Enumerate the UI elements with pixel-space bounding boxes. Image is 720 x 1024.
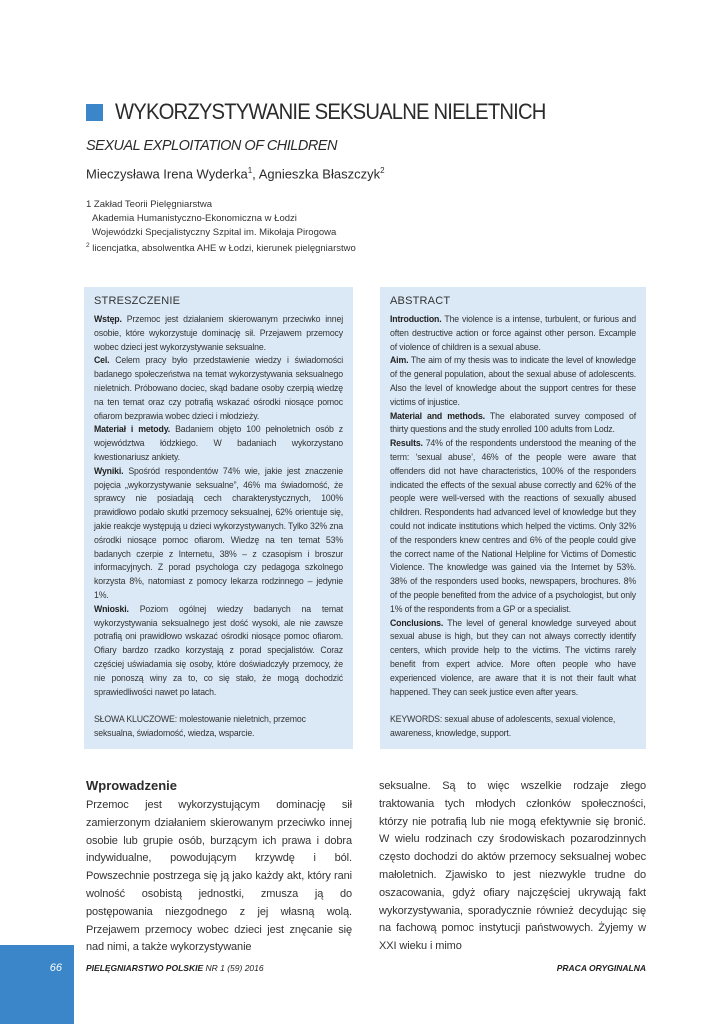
- article-subtitle: SEXUAL EXPLOITATION OF CHILDREN: [86, 138, 337, 154]
- abstract-paragraph: [94, 423, 343, 464]
- section-label: Introduction.: [390, 314, 442, 324]
- keywords: SŁOWA KLUCZOWE: molestowanie nieletnich, przemoc seksualna, świadomość, wiedza, wsparcie.: [94, 714, 306, 739]
- section-text: 74% of the respondents understood the meaning of the term: ‘sexual abuse’, 46% of the people were aware that offenders did not have characteristics, 100% of the responders indicated the effects of the sexual abuse correctly and 62% of the people were well-versed with the reactions of sexually abused children. Respondents had advanced level of knowledge but they could not indicate institutions which helped the victims. Only 32% of the responders knew centres and 6% of the people could give the correct name of the National Helpline for Victims of Domestic Violence. The knowledge was gained via the Internet by 53%. 38% of the responders used books, newspapers, brochures. 8% of the people benefited from the advice of a psychologist, but only 1% of the respondents from a GP or a specialist.: [390, 438, 636, 614]
- article-type: PRACA ORYGINALNA: [556, 963, 646, 973]
- abstract-paragraph: [94, 313, 343, 354]
- section-label: Wstęp.: [94, 314, 122, 324]
- abstract-paragraph: [390, 617, 636, 700]
- body-text-right: seksualne. Są to więc wszelkie rodzaje złego traktowania tych młodych członków społeczności, którzy nie potrafią lub nie mogą efektywnie się bronić. W wielu rodzinach czy środowiskach pozarodzinnych często dochodzi do aktów przemocy seksualnej wobec małoletnich. Zjawisko to jest niezwykle trudne do oszacowania, gdyż ofiary najczęściej ukrywają fakt wykorzystywania, sporadycznie również decydując się na fachową pomoc instytucji państwowych. Żyjemy w XXI wieku i mimo: [379, 780, 646, 953]
- abstract-english: [380, 287, 646, 749]
- abstract-heading: ABSTRACT: [390, 295, 451, 307]
- section-text: The aim of my thesis was to indicate the level of knowledge of the general population, about the sexual abuse of adolescents. Also the level of knowledge about the support centres for these victims of injustice.: [390, 355, 636, 407]
- author-list: [86, 166, 385, 181]
- abstract-body: [94, 313, 343, 699]
- footer-accent-bar: [0, 945, 74, 1024]
- section-label: Materiał i metody.: [94, 424, 171, 435]
- article-title: WYKORZYSTYWANIE SEKSUALNE NIELETNICH: [115, 99, 546, 124]
- body-text-left: Przemoc jest wykorzystującym dominację sił zamierzonym działaniem skierowanym przeciwko innej osobie lub grupie osób, burzącym ich prawa i dobra indywidualne, powodującym krzywdę i ból. Powszechnie postrzega się ją jako każdy akt, który rani wolność osobistą jednostki, zmusza ją do postępowania niezgodnego z jej własną wolą. Przejawem przemocy wobec dzieci jest znęcanie się nad nimi, a także wykorzystywanie: [86, 799, 352, 954]
- section-text: The violence is a intense, turbulent, or furious and often destructive action or force against other person. Excample of violence of children is a sexual abuse.: [390, 314, 636, 352]
- affiliation-mark: 2: [86, 242, 90, 250]
- author-affiliation-mark: 1: [247, 166, 253, 175]
- abstract-paragraph: [94, 354, 343, 423]
- section-label: Results.: [390, 438, 423, 449]
- journal-citation: [86, 963, 264, 973]
- abstract-heading: STRESZCZENIE: [94, 295, 181, 307]
- author-name: Mieczysława Irena Wyderka: [86, 166, 248, 182]
- section-text: Poziom ogólnej wiedzy badanych na temat wykorzystywania seksualnego jest dość wysoki, ale nie zawsze potrafią oni prawidłowo wskazać ośrodki niosące pomoc ofiarom. Ofiary bardzo rzadko korzystają z porad specjalistów. Coraz częściej uświadamia się osoby, które doświadczyły przemocy, że nie ponoszą winy za to, co się stało, że mogą dochodzić sprawiedliwości nawet po latach.: [94, 603, 343, 697]
- section-label: Aim.: [390, 355, 409, 366]
- affiliation-text: licencjatka, absolwentka AHE w Łodzi, kierunek pielęgniarstwo: [89, 243, 356, 255]
- abstract-paragraph: [94, 603, 343, 700]
- abstract-body: [390, 313, 636, 699]
- section-text: Celem pracy było przedstawienie wiedzy i świadomości badanego społeczeństwa na temat wykorzystywania seksualnego nieletnich. Próbowano dociec, skąd badane osoby czerpią wiedzę na ten temat oraz czy potrafią wskazać ośrodki niosące pomoc ofiarom bezprawia wobec dzieci i młodzieży.: [94, 355, 343, 421]
- journal-issue: NR 1 (59) 2016: [203, 963, 264, 973]
- section-text: Przemoc jest działaniem skierowanym przeciwko innej osobie, które wykorzystuje dominację sił. Przejawem przemocy wobec dzieci jest wykorzystywanie seksualne.: [94, 314, 343, 352]
- section-label: Cel.: [94, 355, 110, 366]
- section-text: Spośród respondentów 74% wie, jakie jest znaczenie pojęcia „wykorzystywanie seksualne”, 46% ma świadomość, że sprawcy nie posiadają cech charakterystycznych, 100% prawidłowo podało skutki przemocy seksualnej, 62% orientuje się, jakie reakcje występują u dzieci wykorzystywanych. Tylko 32% zna ośrodki niosące pomoc ofiarom. Wiedzę na ten temat 53% badanych czerpie z Internetu, 38% – z czasopism i broszur informacyjnych. Z porad psychologa czy pedagoga szkolnego korzysta 8%, natomiast z pomocy lekarza rodzinnego – jedynie 1%.: [94, 465, 343, 600]
- section-heading: Wprowadzenie: [86, 778, 178, 793]
- section-label: Material and methods.: [390, 410, 485, 421]
- author-affiliation-mark: 2: [380, 166, 385, 175]
- abstract-paragraph: [390, 313, 636, 354]
- abstract-paragraph: [390, 354, 636, 409]
- section-label: Wyniki.: [94, 465, 124, 476]
- author-name: Agnieszka Błaszczyk: [258, 166, 381, 182]
- affiliations: [86, 198, 356, 256]
- abstract-paragraph: [390, 437, 636, 616]
- journal-name: PIELĘGNIARSTWO POLSKIE: [86, 963, 204, 973]
- section-text: Badaniem objęto 100 pełnoletnich osób z województwa łódzkiego. W badaniach wykorzystano kwestionariusz ankiety.: [94, 424, 344, 462]
- abstract-polish: [84, 287, 353, 749]
- section-label: Conclusions.: [390, 617, 444, 628]
- affiliation-line: [86, 239, 356, 256]
- affiliation-line: Akademia Humanistyczno-Ekonomiczna w Łodzi: [92, 212, 297, 224]
- affiliation-line: 1 Zakład Teorii Pielęgniarstwa: [86, 199, 213, 210]
- section-text: The elaborated survey composed of thirty questions and the study enrolled 100 adults from Lodz.: [390, 410, 636, 435]
- section-label: Wnioski.: [94, 603, 129, 614]
- abstract-paragraph: [94, 465, 343, 603]
- affiliation-line: Wojewódzki Specjalistyczny Szpital im. Mikołaja Pirogowa: [92, 226, 337, 238]
- abstract-paragraph: [390, 410, 636, 438]
- title-marker: [86, 104, 103, 121]
- page-number: 66: [49, 962, 62, 974]
- author-separator: ,: [252, 166, 259, 182]
- keywords: KEYWORDS: sexual abuse of adolescents, sexual violence, awareness, knowledge, support.: [390, 714, 616, 739]
- section-text: The level of general knowledge surveyed about sexual abuse is high, but they can not always correctly identify centers, which provide help to the victims. The victims rarely benefit from expert advice. More often people who have experienced violence, are aware that it is not their fault what happened. They can seek justice even after years.: [390, 617, 636, 697]
